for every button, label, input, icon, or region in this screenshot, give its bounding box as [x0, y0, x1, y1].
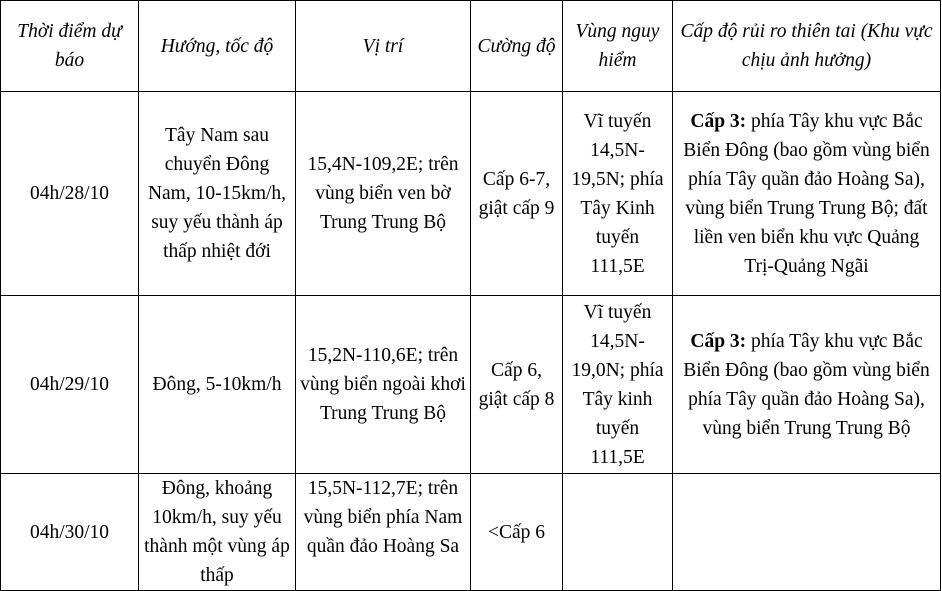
cell-risk-level [673, 92, 941, 296]
header-intensity: Cường độ [471, 1, 563, 92]
cell-risk-level [673, 474, 941, 591]
cell-direction: Đông, 5-10km/h [139, 296, 296, 474]
cell-position: 15,5N-112,7E; trên vùng biển phía Nam quần đảo Hoàng Sa [296, 474, 471, 591]
header-danger-zone: Vùng nguy hiểm [563, 1, 673, 92]
risk-level-text: phía Tây khu vực Bắc Biển Đông (bao gồm vùng biển phía Tây quần đảo Hoàng Sa), vùng biển Trung Trung Bộ; đất liền ven biển khu vực Quảng Trị-Quảng Ngãi [683, 110, 930, 277]
risk-level-text: phía Tây khu vực Bắc Biển Đông (bao gồm vùng biển phía Tây quần đảo Hoàng Sa), vùng biển Trung Trung Bộ [683, 330, 930, 439]
cell-position: 15,2N-110,6E; trên vùng biển ngoài khơi Trung Trung Bộ [296, 296, 471, 474]
cell-risk-level [673, 296, 941, 474]
cell-position: 15,4N-109,2E; trên vùng biển ven bờ Trung Trung Bộ [296, 92, 471, 296]
header-row [1, 1, 941, 92]
cell-danger-zone: Vĩ tuyến 14,5N-19,0N; phía Tây kinh tuyến 111,5E [563, 296, 673, 474]
table-row [1, 474, 941, 591]
table-row [1, 92, 941, 296]
cell-time: 04h/28/10 [1, 92, 139, 296]
cell-danger-zone [563, 474, 673, 591]
cell-intensity: Cấp 6-7, giật cấp 9 [471, 92, 563, 296]
cell-danger-zone: Vĩ tuyến 14,5N-19,5N; phía Tây Kinh tuyến 111,5E [563, 92, 673, 296]
header-position: Vị trí [296, 1, 471, 92]
cell-direction: Đông, khoảng 10km/h, suy yếu thành một vùng áp thấp [139, 474, 296, 591]
cell-direction: Tây Nam sau chuyển Đông Nam, 10-15km/h, suy yếu thành áp thấp nhiệt đới [139, 92, 296, 296]
cell-intensity: <Cấp 6 [471, 474, 563, 591]
risk-level-label: Cấp 3: [690, 330, 747, 352]
cell-time: 04h/29/10 [1, 296, 139, 474]
header-risk-level: Cấp độ rủi ro thiên tai (Khu vực chịu ảnh hưởng) [673, 1, 941, 92]
header-time: Thời điểm dự báo [1, 1, 139, 92]
risk-level-label: Cấp 3: [690, 110, 747, 132]
header-direction: Hướng, tốc độ [139, 1, 296, 92]
cell-time: 04h/30/10 [1, 474, 139, 591]
cell-intensity: Cấp 6, giật cấp 8 [471, 296, 563, 474]
table-row [1, 296, 941, 474]
